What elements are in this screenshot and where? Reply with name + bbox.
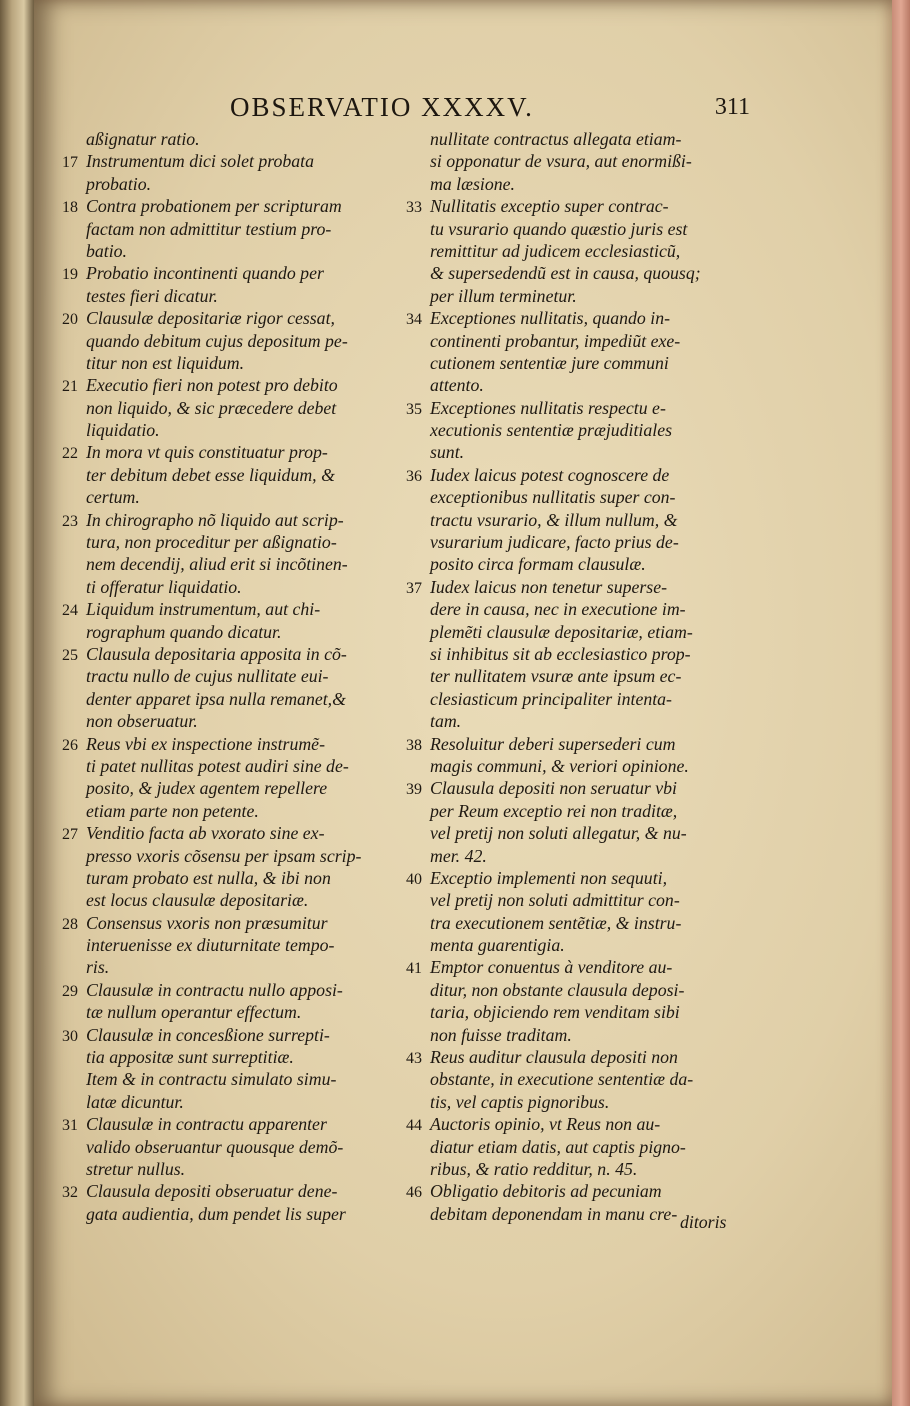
- text-line: [62, 800, 382, 822]
- text-line: [62, 531, 382, 553]
- entry-text: turam probato est nulla, & ibi non: [86, 867, 331, 888]
- entry-text: Reus vbi ex inspectione instrumẽ-: [86, 733, 325, 754]
- entry-text: presso vxoris cõsensu per ipsam scrip-: [86, 845, 362, 866]
- entry-text: Venditio facta ab vxorato sine ex-: [86, 823, 325, 844]
- text-line: [62, 218, 382, 240]
- text-line: [62, 1113, 382, 1135]
- text-line: [62, 240, 382, 262]
- entry-text: Iudex laicus non tenetur superse-: [430, 576, 668, 597]
- text-line: [406, 710, 726, 732]
- text-line: [62, 912, 382, 934]
- text-line: [406, 1001, 726, 1023]
- text-line: [406, 240, 726, 262]
- entry-text: ris.: [86, 957, 110, 978]
- text-line: [406, 889, 726, 911]
- entry-text: vel pretij non soluti admittitur con-: [430, 890, 680, 911]
- entry-text: remittitur ad judicem ecclesiasticũ,: [430, 240, 681, 261]
- text-line: [62, 576, 382, 598]
- catchword: ditoris: [680, 1212, 727, 1232]
- entry-number: 35: [406, 400, 422, 418]
- entry-text: ti patet nullitas potest audiri sine de-: [86, 755, 349, 776]
- entry-text: ma læsione.: [430, 173, 515, 194]
- page-header: [230, 92, 750, 126]
- text-line: [406, 643, 726, 665]
- entry-number: 26: [62, 736, 78, 754]
- text-line: [406, 956, 726, 978]
- text-line: [406, 845, 726, 867]
- entry-text: Nullitatis exceptio super contrac-: [430, 196, 669, 217]
- text-line: [406, 1113, 726, 1135]
- text-line: [62, 979, 382, 1001]
- entry-text: tractu vsurario, & illum nullum, &: [430, 509, 678, 530]
- text-line: [406, 509, 726, 531]
- text-line: [406, 777, 726, 799]
- entry-text: gata audientia, dum pendet lis super: [86, 1203, 346, 1224]
- entry-number: 28: [62, 915, 78, 933]
- entry-number: 30: [62, 1027, 78, 1045]
- text-line: [406, 1024, 726, 1046]
- entry-text: etiam parte non petente.: [86, 800, 259, 821]
- entry-text: Resoluitur deberi supersederi cum: [430, 733, 676, 754]
- entry-text: est locus clausulæ depositariæ.: [86, 890, 309, 911]
- entry-text: nullitate contractus allegata etiam-: [430, 129, 682, 149]
- entry-text: factam non admittitur testium pro-: [86, 218, 332, 239]
- text-line: [406, 330, 726, 352]
- entry-text: Instrumentum dici solet probata: [86, 151, 315, 172]
- entry-text: Clausula depositi non seruatur vbi: [430, 778, 677, 799]
- entry-number: 29: [62, 982, 78, 1000]
- entry-text: ditur, non obstante clausula deposi-: [430, 979, 685, 1000]
- right-column: [406, 128, 726, 1225]
- text-line: [62, 195, 382, 217]
- text-line: [406, 218, 726, 240]
- entry-text: Liquidum instrumentum, aut chi-: [86, 599, 321, 620]
- text-line: [62, 307, 382, 329]
- text-line: [62, 150, 382, 172]
- text-line: [406, 934, 726, 956]
- text-line: [62, 1203, 382, 1225]
- entry-text: Reus auditur clausula depositi non: [430, 1047, 678, 1068]
- entry-text: latæ dicuntur.: [86, 1091, 184, 1112]
- entry-number: 23: [62, 512, 78, 530]
- entry-text: certum.: [86, 487, 140, 508]
- text-line: [62, 509, 382, 531]
- text-line: [406, 128, 726, 150]
- text-line: [62, 262, 382, 284]
- entry-text: plemẽti clausulæ depositariæ, etiam-: [430, 621, 693, 642]
- entry-text: testes fieri dicatur.: [86, 285, 218, 306]
- entry-text: vsurarium judicare, facto prius de-: [430, 532, 679, 553]
- entry-text: In chirographo nõ liquido aut scrip-: [86, 509, 344, 530]
- text-line: [62, 1068, 382, 1090]
- entry-number: 43: [406, 1050, 422, 1068]
- text-line: [62, 867, 382, 889]
- entry-number: 34: [406, 311, 422, 329]
- entry-text: valido obseruantur quousque demõ-: [86, 1136, 344, 1157]
- entry-text: continenti probantur, impediũt exe-: [430, 330, 681, 351]
- entry-text: Clausulæ in contractu nullo apposi-: [86, 979, 343, 1000]
- entry-number: 31: [62, 1117, 78, 1135]
- text-line: [406, 441, 726, 463]
- entry-text: Exceptiones nullitatis respectu e-: [430, 397, 666, 418]
- text-line: [406, 553, 726, 575]
- page-number: 311: [714, 94, 750, 120]
- entry-text: xecutionis sententiæ præjuditiales: [430, 420, 673, 441]
- entry-text: Clausulæ depositariæ rigor cessat,: [86, 308, 335, 329]
- text-line: [62, 464, 382, 486]
- text-line: [62, 755, 382, 777]
- entry-text: Consensus vxoris non præsumitur: [86, 912, 328, 933]
- entry-text: Clausula depositi obseruatur dene-: [86, 1181, 338, 1202]
- text-line: [62, 1024, 382, 1046]
- entry-text: In mora vt quis constituatur prop-: [86, 442, 328, 463]
- text-line: [406, 867, 726, 889]
- entry-number: 37: [406, 579, 422, 597]
- entry-text: tis, vel captis pignoribus.: [430, 1091, 610, 1112]
- entry-text: quando debitum cujus depositum pe-: [86, 330, 348, 351]
- text-line: [406, 733, 726, 755]
- text-line: [406, 1180, 726, 1202]
- entry-text: per Reum exceptio rei non traditæ,: [430, 800, 678, 821]
- entry-text: non obseruatur.: [86, 711, 198, 732]
- entry-number: 18: [62, 199, 78, 217]
- text-line: [406, 531, 726, 553]
- entry-text: clesiasticum principaliter intenta-: [430, 688, 672, 709]
- text-line: [406, 1046, 726, 1068]
- entry-text: stretur nullus.: [86, 1158, 186, 1179]
- entry-text: si opponatur de vsura, aut enormißi-: [430, 151, 692, 172]
- entry-text: tu vsurario quando quæstio juris est: [430, 218, 688, 239]
- text-line: [62, 352, 382, 374]
- entry-number: 24: [62, 602, 78, 620]
- text-line: [406, 262, 726, 284]
- entry-text: Emptor conuentus à venditore au-: [430, 957, 673, 978]
- entry-text: posito, & judex agentem repellere: [86, 778, 328, 799]
- entry-text: attento.: [430, 375, 484, 396]
- entry-text: liquidatio.: [86, 420, 160, 441]
- text-line: [62, 397, 382, 419]
- text-line: [406, 621, 726, 643]
- text-line: [406, 195, 726, 217]
- entry-text: si inhibitus sit ab ecclesiastico prop-: [430, 643, 691, 664]
- entry-text: posito circa formam clausulæ.: [430, 554, 646, 575]
- entry-text: debitam deponendam in manu cre-: [430, 1203, 678, 1224]
- entry-text: tura, non proceditur per aßignatio-: [86, 532, 337, 553]
- entry-text: titur non est liquidum.: [86, 352, 245, 373]
- entry-number: 19: [62, 266, 78, 284]
- text-line: [62, 1136, 382, 1158]
- entry-text: Item & in contractu simulato simu-: [86, 1069, 337, 1090]
- entry-number: 33: [406, 199, 422, 217]
- text-line: [62, 1001, 382, 1023]
- entry-text: Clausulæ in contractu apparenter: [86, 1114, 327, 1135]
- text-line: [62, 643, 382, 665]
- entry-number: 17: [62, 154, 78, 172]
- entry-text: denter apparet ipsa nulla remanet,&: [86, 688, 346, 709]
- entry-text: Exceptio implementi non sequuti,: [430, 867, 668, 888]
- text-line: [406, 822, 726, 844]
- entry-text: ter debitum debet esse liquidum, &: [86, 464, 335, 485]
- entry-text: per illum terminetur.: [430, 285, 577, 306]
- entry-text: aßignatur ratio.: [86, 129, 200, 149]
- entry-text: obstante, in executione sententiæ da-: [430, 1069, 694, 1090]
- text-line: [62, 419, 382, 441]
- entry-text: Obligatio debitoris ad pecuniam: [430, 1181, 662, 1202]
- text-line: [406, 665, 726, 687]
- entry-number: 22: [62, 445, 78, 463]
- text-line: [406, 912, 726, 934]
- text-line: [62, 710, 382, 732]
- text-line: [406, 419, 726, 441]
- text-line: [62, 285, 382, 307]
- text-line: [62, 934, 382, 956]
- entry-text: diatur etiam datis, aut captis pigno-: [430, 1136, 686, 1157]
- text-line: [406, 486, 726, 508]
- entry-text: tæ nullum operantur effectum.: [86, 1002, 302, 1023]
- entry-number: 21: [62, 378, 78, 396]
- text-line: [62, 1180, 382, 1202]
- text-line: [62, 330, 382, 352]
- entry-text: taria, objiciendo rem venditam sibi: [430, 1002, 680, 1023]
- entry-text: probatio.: [86, 173, 152, 194]
- text-line: [62, 374, 382, 396]
- text-line: [62, 956, 382, 978]
- entry-text: magis communi, & veriori opinione.: [430, 755, 689, 776]
- entry-text: rographum quando dicatur.: [86, 621, 282, 642]
- entry-text: mer. 42.: [430, 845, 487, 866]
- text-line: [406, 800, 726, 822]
- text-line: [62, 1091, 382, 1113]
- entry-text: sunt.: [430, 442, 465, 463]
- entry-text: dere in causa, nec in executione im-: [430, 599, 686, 620]
- text-line: [406, 173, 726, 195]
- entry-text: cutionem sententiæ jure communi: [430, 352, 669, 373]
- text-line: [406, 397, 726, 419]
- entry-number: 40: [406, 870, 422, 888]
- text-line: [62, 822, 382, 844]
- entry-text: ter nullitatem vsuræ ante ipsum ec-: [430, 666, 682, 687]
- entry-text: tractu nullo de cujus nullitate eui-: [86, 666, 329, 687]
- text-line: [406, 1068, 726, 1090]
- text-line: [62, 621, 382, 643]
- text-line: [406, 150, 726, 172]
- entry-number: 36: [406, 467, 422, 485]
- text-line: [406, 1158, 726, 1180]
- text-line: [406, 755, 726, 777]
- entry-text: ribus, & ratio redditur, n. 45.: [430, 1158, 638, 1179]
- text-line: [406, 352, 726, 374]
- entry-text: Clausula depositaria apposita in cõ-: [86, 643, 347, 664]
- text-line: [406, 285, 726, 307]
- text-line: [62, 777, 382, 799]
- entry-text: ti offeratur liquidatio.: [86, 576, 242, 597]
- running-title: OBSERVATIO XXXXV.: [230, 92, 534, 122]
- text-line: [62, 665, 382, 687]
- entry-text: tam.: [430, 711, 462, 732]
- entry-text: tra executionem sentẽtiæ, & instru-: [430, 912, 682, 933]
- entry-text: menta guarentigia.: [430, 935, 565, 956]
- text-line: [406, 979, 726, 1001]
- entry-text: Iudex laicus potest cognoscere de: [430, 464, 670, 485]
- text-line: [62, 1158, 382, 1180]
- text-line: [406, 374, 726, 396]
- text-line: [406, 688, 726, 710]
- text-line: [62, 889, 382, 911]
- text-line: [62, 1046, 382, 1068]
- text-line: [62, 128, 382, 150]
- entry-text: tia appositæ sunt surreptitiæ.: [86, 1047, 294, 1068]
- entry-text: Clausulæ in concesßione surrepti-: [86, 1024, 330, 1045]
- entry-text: Executio fieri non potest pro debito: [86, 375, 338, 396]
- entry-number: 25: [62, 646, 78, 664]
- facing-page-edge: [0, 0, 34, 1406]
- entry-number: 39: [406, 781, 422, 799]
- entry-text: vel pretij non soluti allegatur, & nu-: [430, 823, 687, 844]
- text-line: [62, 441, 382, 463]
- text-line: [406, 1136, 726, 1158]
- text-line: [62, 553, 382, 575]
- entry-number: 44: [406, 1117, 422, 1135]
- entry-text: Probatio incontinenti quando per: [86, 263, 324, 284]
- text-line: [62, 845, 382, 867]
- text-line: [62, 173, 382, 195]
- entry-number: 27: [62, 826, 78, 844]
- entry-text: non liquido, & sic præcedere debet: [86, 397, 337, 418]
- text-line: [62, 688, 382, 710]
- page-fore-edge: [892, 0, 910, 1406]
- entry-number: 41: [406, 960, 422, 978]
- entry-number: 20: [62, 311, 78, 329]
- entry-text: Contra probationem per scripturam: [86, 196, 342, 217]
- text-line: [62, 486, 382, 508]
- entry-text: Auctoris opinio, vt Reus non au-: [430, 1114, 661, 1135]
- text-line: [406, 576, 726, 598]
- text-line: [406, 1203, 726, 1225]
- text-line: [62, 598, 382, 620]
- text-line: [406, 307, 726, 329]
- left-column: [62, 128, 382, 1225]
- entry-text: & supersedendũ est in causa, quousq;: [430, 263, 701, 284]
- entry-text: nem decendij, aliud erit si incõtinen-: [86, 554, 348, 575]
- entry-number: 32: [62, 1184, 78, 1202]
- entry-text: non fuisse traditam.: [430, 1024, 572, 1045]
- entry-text: interuenisse ex diuturnitate tempo-: [86, 935, 335, 956]
- entry-text: batio.: [86, 240, 127, 261]
- text-line: [406, 464, 726, 486]
- text-line: [406, 598, 726, 620]
- entry-number: 38: [406, 736, 422, 754]
- entry-text: exceptionibus nullitatis super con-: [430, 487, 676, 508]
- text-line: [406, 1091, 726, 1113]
- entry-number: 46: [406, 1184, 422, 1202]
- text-line: [62, 733, 382, 755]
- entry-text: Exceptiones nullitatis, quando in-: [430, 308, 671, 329]
